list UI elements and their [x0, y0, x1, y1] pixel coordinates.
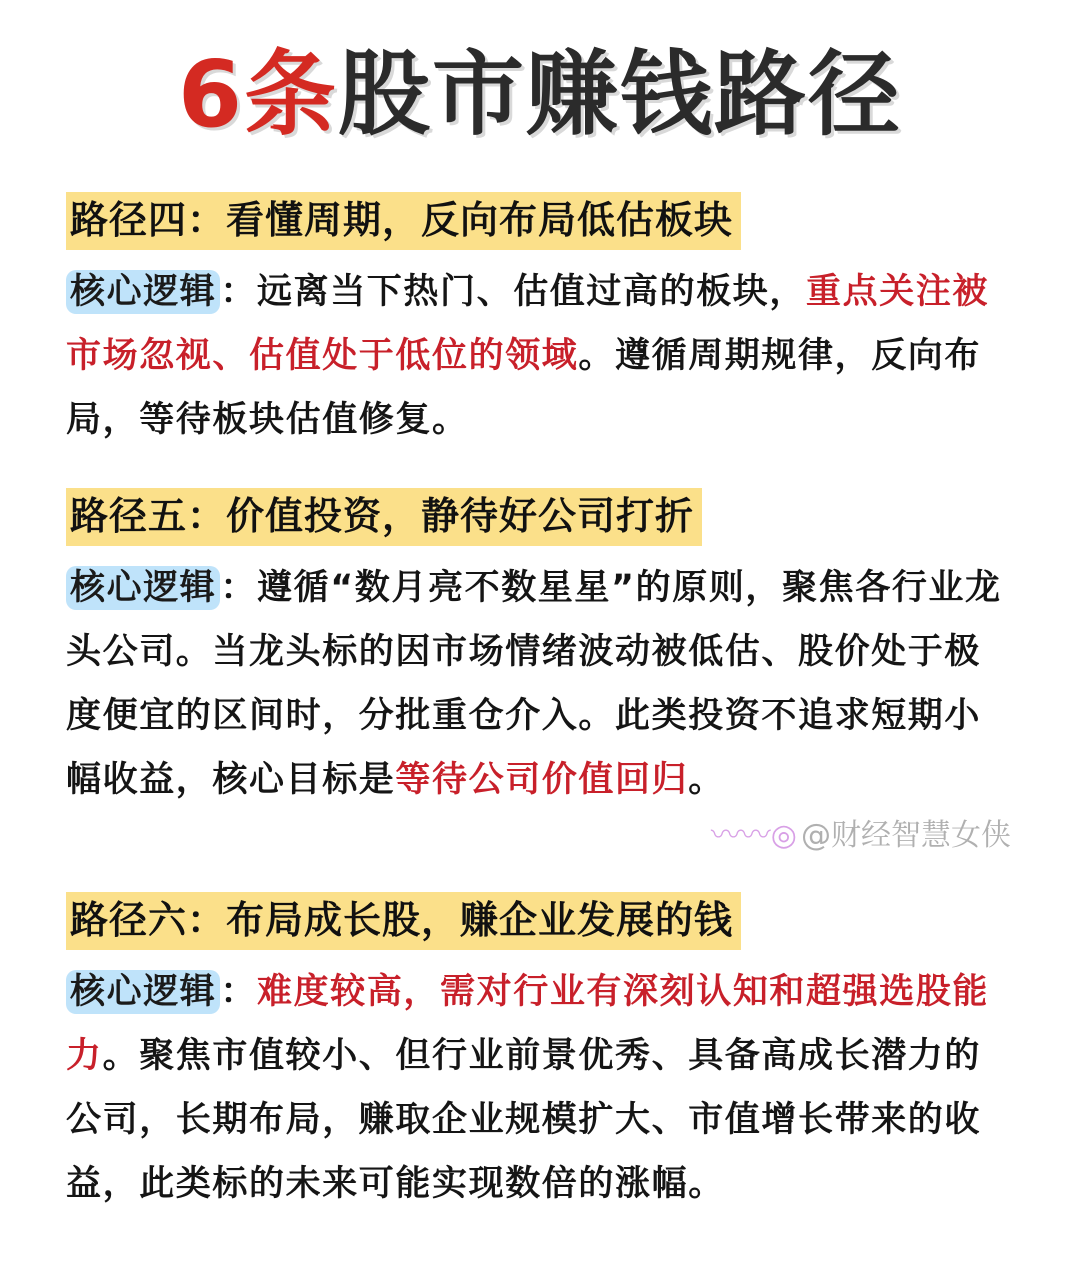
title-accent: 6条: [177, 41, 338, 148]
body-text: 。: [688, 760, 725, 800]
highlight-text: 等待公司价值回归: [395, 760, 689, 800]
core-logic-label: 核心逻辑: [66, 270, 220, 314]
highlight-text: 重点关注被市场忽视、估值处于低位的领域: [66, 272, 990, 376]
page-title: [0, 40, 1080, 150]
section-heading: 路径六：布局成长股，赚企业发展的钱: [66, 892, 741, 950]
core-logic-label: 核心逻辑: [66, 566, 220, 610]
highlight-text: 难度较高，需对行业有深刻认知和超强选股能力: [66, 972, 990, 1076]
section-path-5: [66, 488, 1011, 856]
section-body: [66, 556, 1011, 812]
body-text: 。遵循周期规律，反向布局，等待板块估值修复。: [66, 336, 982, 440]
weibo-wave-icon: 〰〰◎: [710, 818, 797, 853]
body-text: ：远离当下热门、估值过高的板块，: [220, 272, 807, 312]
section-body: [66, 260, 1011, 452]
body-text: ：: [220, 972, 258, 1012]
section-heading: 路径四：看懂周期，反向布局低估板块: [66, 192, 741, 250]
section-body: [66, 960, 1011, 1216]
section-path-6: [66, 892, 1011, 1216]
watermark: [66, 816, 1011, 856]
watermark-text: @财经智慧女侠: [801, 818, 1011, 853]
body-text: 。聚焦市值较小、但行业前景优秀、具备高成长潜力的公司，长期布局，赚取企业规模扩大、市值增长带来的收益，此类标的未来可能实现数倍的涨幅。: [66, 1036, 982, 1204]
body-text: ：遵循“数月亮不数星星”的原则，聚焦各行业龙头公司。当龙头标的因市场情绪波动被低估、股价处于极度便宜的区间时，分批重仓介入。此类投资不追求短期小幅收益，核心目标是: [66, 568, 1002, 800]
section-heading: 路径五：价值投资，静待好公司打折: [66, 488, 702, 546]
core-logic-label: 核心逻辑: [66, 970, 220, 1014]
section-path-4: [66, 192, 1011, 452]
title-rest: 股市赚钱路径: [338, 41, 903, 148]
